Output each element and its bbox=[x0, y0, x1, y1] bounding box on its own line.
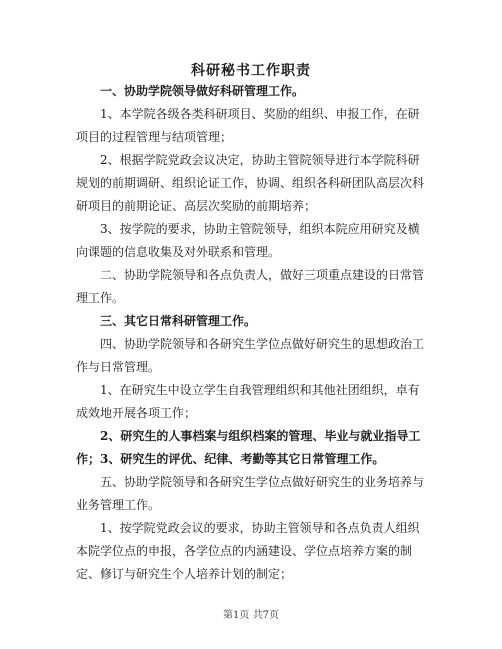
paragraph-5-1: 1、按学院党政会议的要求，协助主管领导和各点负责人组织本院学位点的申报，各学位点的内涵建设、学位点培养方案的制定、修订与研究生个人培养计划的制定； bbox=[76, 521, 420, 581]
paragraph-4-1: 1、在研究生中设立学生自我管理组织和其他社团组织，卓有成效地开展各项工作； bbox=[76, 383, 420, 420]
paragraph-1-3: 3、按学院的要求，协助主管院领导，组织本院应用研究及横向课题的信息收集及对外联系和管理。 bbox=[76, 222, 420, 259]
paragraph-4-2: 2、研究生的人事档案与组织档案的管理、毕业与就业指导工作； bbox=[76, 429, 421, 466]
page-footer: 第1页 共7页 bbox=[223, 610, 279, 621]
section-5-heading: 五、协助学院领导和各研究生学位点做好研究生的业务培养与业务管理工作。 bbox=[76, 475, 425, 512]
paragraph-1-2: 2、根据学院党政会议决定，协助主管院领导进行本学院科研规划的前期调研、组织论证工作，协调、组织各科研团队高层次科研项目的前期论证、高层次奖励的前期培养； bbox=[76, 153, 425, 213]
section-4-heading: 四、协助学院领导和各研究生学位点做好研究生的思想政治工作与日常管理。 bbox=[76, 337, 425, 374]
paragraph-4-3: 3、研究生的评优、纪律、考勤等其它日常管理工作。 bbox=[100, 452, 385, 466]
section-1-heading: 一、协助学院领导做好科研管理工作。 bbox=[100, 84, 305, 98]
page-title: 科研秘书工作职责 bbox=[191, 63, 311, 79]
section-2-heading: 二、协助学院领导和各点负责人，做好三项重点建设的日常管理工作。 bbox=[76, 268, 425, 305]
section-3-heading: 三、其它日常科研管理工作。 bbox=[100, 314, 257, 328]
paragraph-1-1: 1、本学院各级各类科研项目、奖励的组织、申报工作，在研项目的过程管理与结项管理； bbox=[76, 107, 420, 144]
